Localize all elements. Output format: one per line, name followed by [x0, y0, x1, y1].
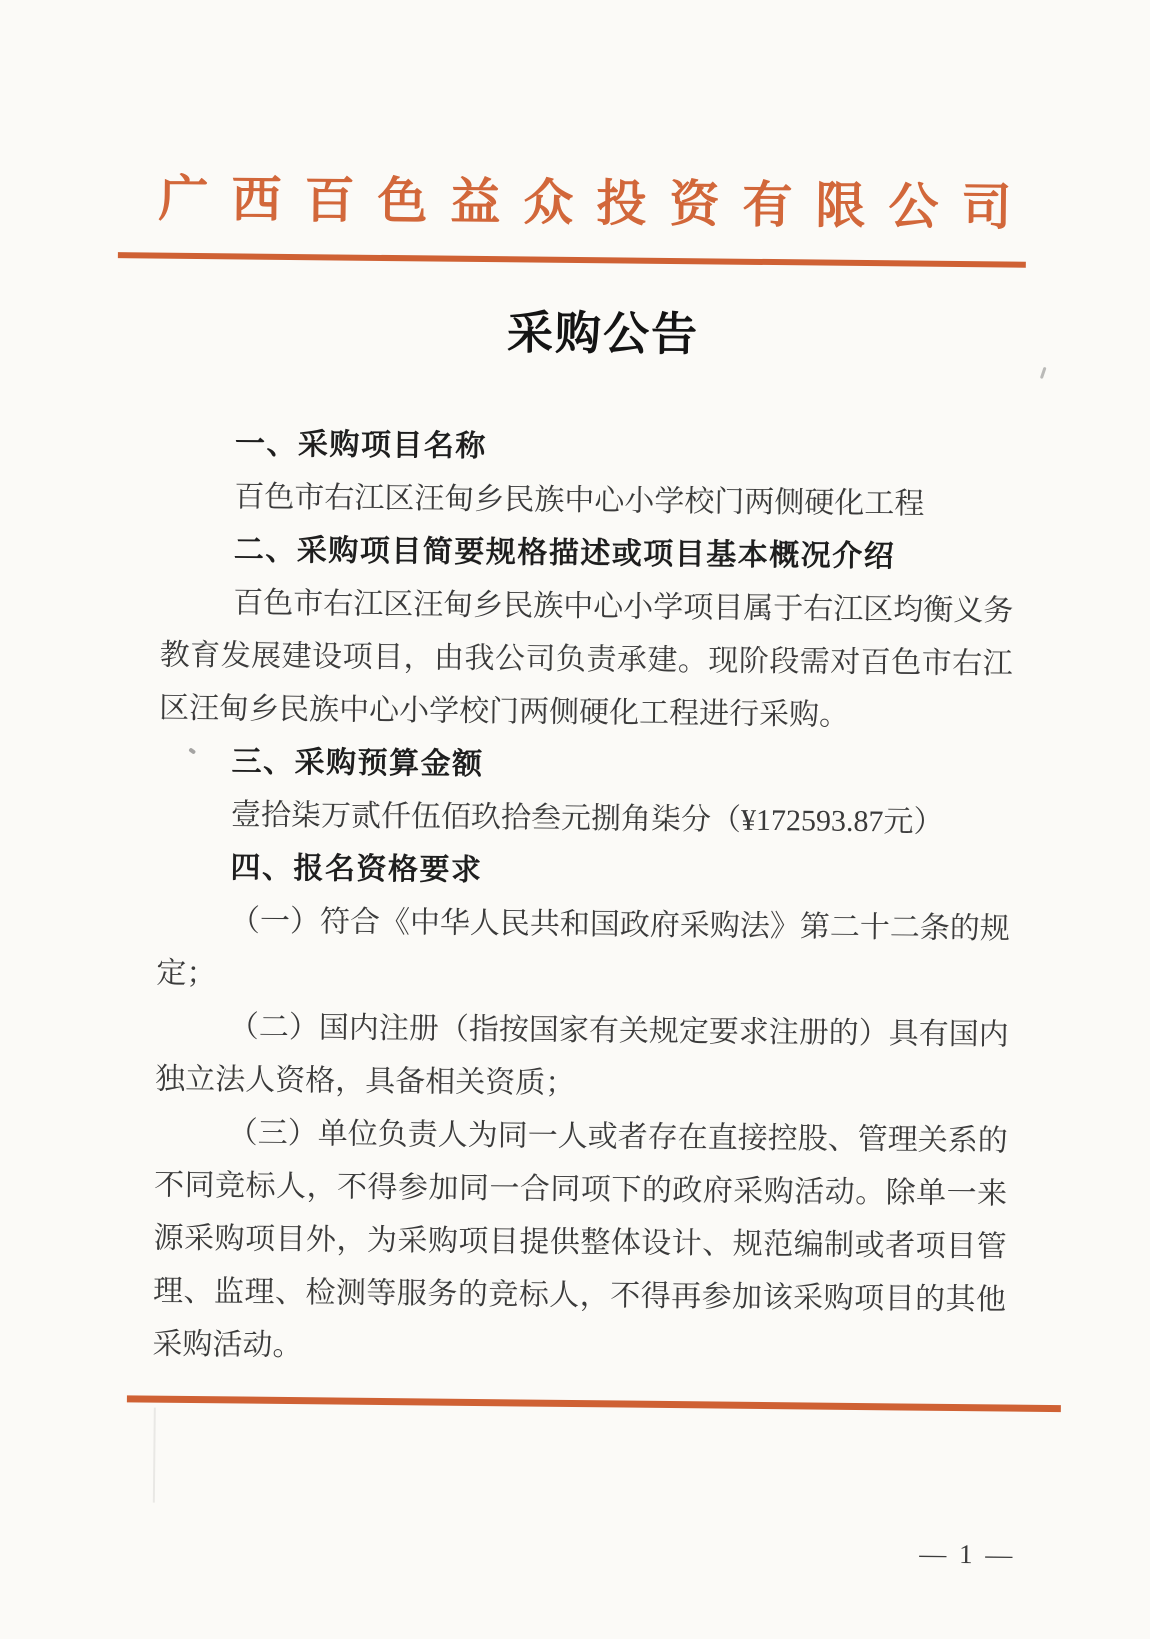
scan-fold-artifact: [153, 1408, 156, 1503]
paragraph-requirement-3: （三）单位负责人为同一人或者存在直接控股、管理关系的不同竞标人，不得参加同一合同项下的政府采购活动。除单一来源采购项目外，为采购项目提供整体设计、规范编制或者项目管理、监理、检测等服务的竞标人，不得再参加该采购项目的其他采购活动。: [152, 1116, 1008, 1363]
paragraph-requirement-1: （一）符合《中华人民共和国政府采购法》第二十二条的规定；: [156, 904, 1011, 991]
document-body: [152, 417, 1015, 1380]
section-heading-1: 一、采购项目名称: [234, 427, 488, 464]
paragraph-project-name: 百色市右江区汪甸乡民族中心小学校门两侧硬化工程: [234, 480, 925, 521]
footer-divider-rule: [127, 1395, 1061, 1412]
paragraph-project-overview: 百色市右江区汪甸乡民族中心小学项目属于右江区均衡义务教育发展建设项目，由我公司负责承建。现阶段需对百色市右江区汪甸乡民族中心小学校门两侧硬化工程进行采购。: [158, 586, 1014, 732]
paragraph-budget-amount: 壹拾柒万贰仟伍佰玖拾叁元捌角柒分（¥172593.87元）: [230, 798, 944, 839]
letterhead-divider-rule: [118, 252, 1026, 268]
page-number: — 1 —: [919, 1538, 1016, 1570]
section-heading-3: 三、采购预算金额: [231, 745, 484, 782]
document-title: 采购公告: [506, 307, 700, 361]
company-letterhead-title: 广西百色益众投资有限公司: [158, 170, 1035, 236]
section-heading-2: 二、采购项目简要规格描述或项目基本概况介绍: [233, 533, 896, 574]
section-heading-4: 四、报名资格要求: [230, 851, 483, 888]
paragraph-requirement-2: （二）国内注册（指按国家有关规定要求注册的）具有国内独立法人资格，具备相关资质；: [155, 1010, 1009, 1101]
